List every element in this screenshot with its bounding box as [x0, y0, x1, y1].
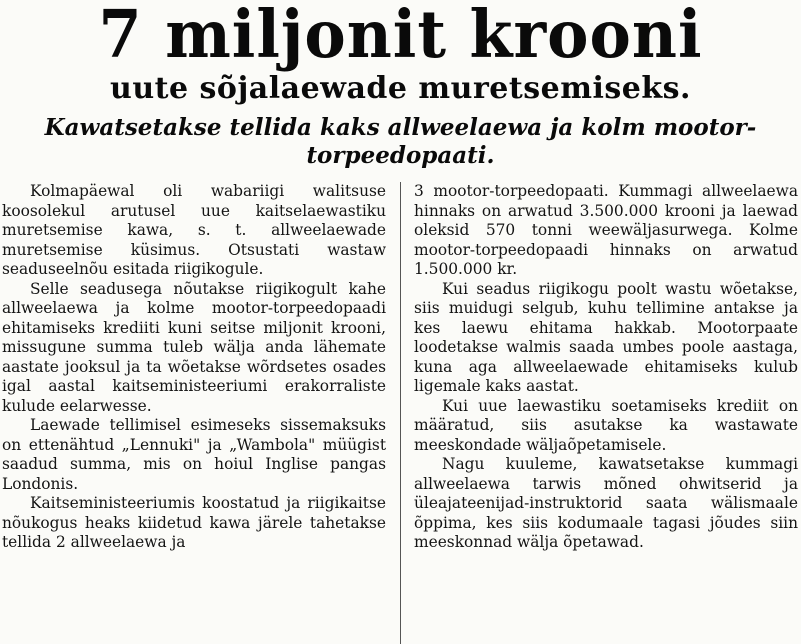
paragraph: Kaitseministeeriumis koostatud ja riigikaitse nõukogus heaks kiidetud kawa järele tahetakse tellida 2 allweelaewa ja — [2, 494, 386, 551]
headline: 7 miljonit krooni — [98, 0, 703, 73]
column-divider — [400, 182, 401, 644]
subheadline: uute sõjalaewade muretsemiseks. — [110, 71, 691, 106]
right-column — [414, 182, 798, 553]
paragraph: Kui seadus riigikogu poolt wastu wõetakse, siis muidugi selgub, kuhu tellimine antakse ja kes laewu ehitama hakkab. Mootorpaate loodetakse walmis saada umbes poole aastaga, kuna aga allweelaewade ehitamiseks kulub ligemale kaks aastat. — [414, 279, 798, 395]
left-column — [2, 182, 386, 553]
paragraph: Kui uue laewastiku soetamiseks krediit on määratud, siis asutakse ka wastawate meeskondade wäljaõpetamisele. — [414, 396, 798, 454]
paragraph: Selle seadusega nõutakse riigikogult kahe allweelaewa ja kolme mootor-torpeedopaadi ehitamiseks krediiti kuni seitse miljonit krooni, missugune summa tuleb wälja anda lähemate aastate jooksul ja ta wõetakse wõrdsetes osades igal aastal kaitseministeeriumi erakorraliste kulude eelarwesse. — [2, 279, 386, 415]
paragraph: 3 mootor-torpeedopaati. Kummagi allweelaewa hinnaks on arwatud 3.500.000 krooni ja laewad oleksid 570 tonni weewäljasurwega. Kolme mootor-torpeedopaadi hinnaks on arwatud 1.500.000 kr. — [414, 182, 798, 278]
deck: Kawatsetakse tellida kaks allweelaewa ja kolm mootor-torpeedopaati. — [44, 114, 757, 169]
paragraph: Nagu kuuleme, kawatsetakse kummagi allweelaewa tarwis mõned ohwitserid ja üleajateenijad-instruktorid saata wälismaale õppima, kes siis kodumaale tagasi jõudes siin meeskonnad wälja õpetawad. — [414, 455, 798, 551]
paragraph: Kolmapäewal oli wabariigi walitsuse koosolekul arutusel uue kaitselaewastiku muretsemise kawa, s. t. allweelaewade muretsemise küsimus. Otsustati wastaw seaduseelnõu esitada riigikogule. — [2, 182, 386, 278]
paragraph: Laewade tellimisel esimeseks sissemaksuks on ettenähtud „Lennuki" ja „Wambola" müügist saadud summa, mis on hoiul Inglise pangas Londonis. — [2, 416, 386, 493]
